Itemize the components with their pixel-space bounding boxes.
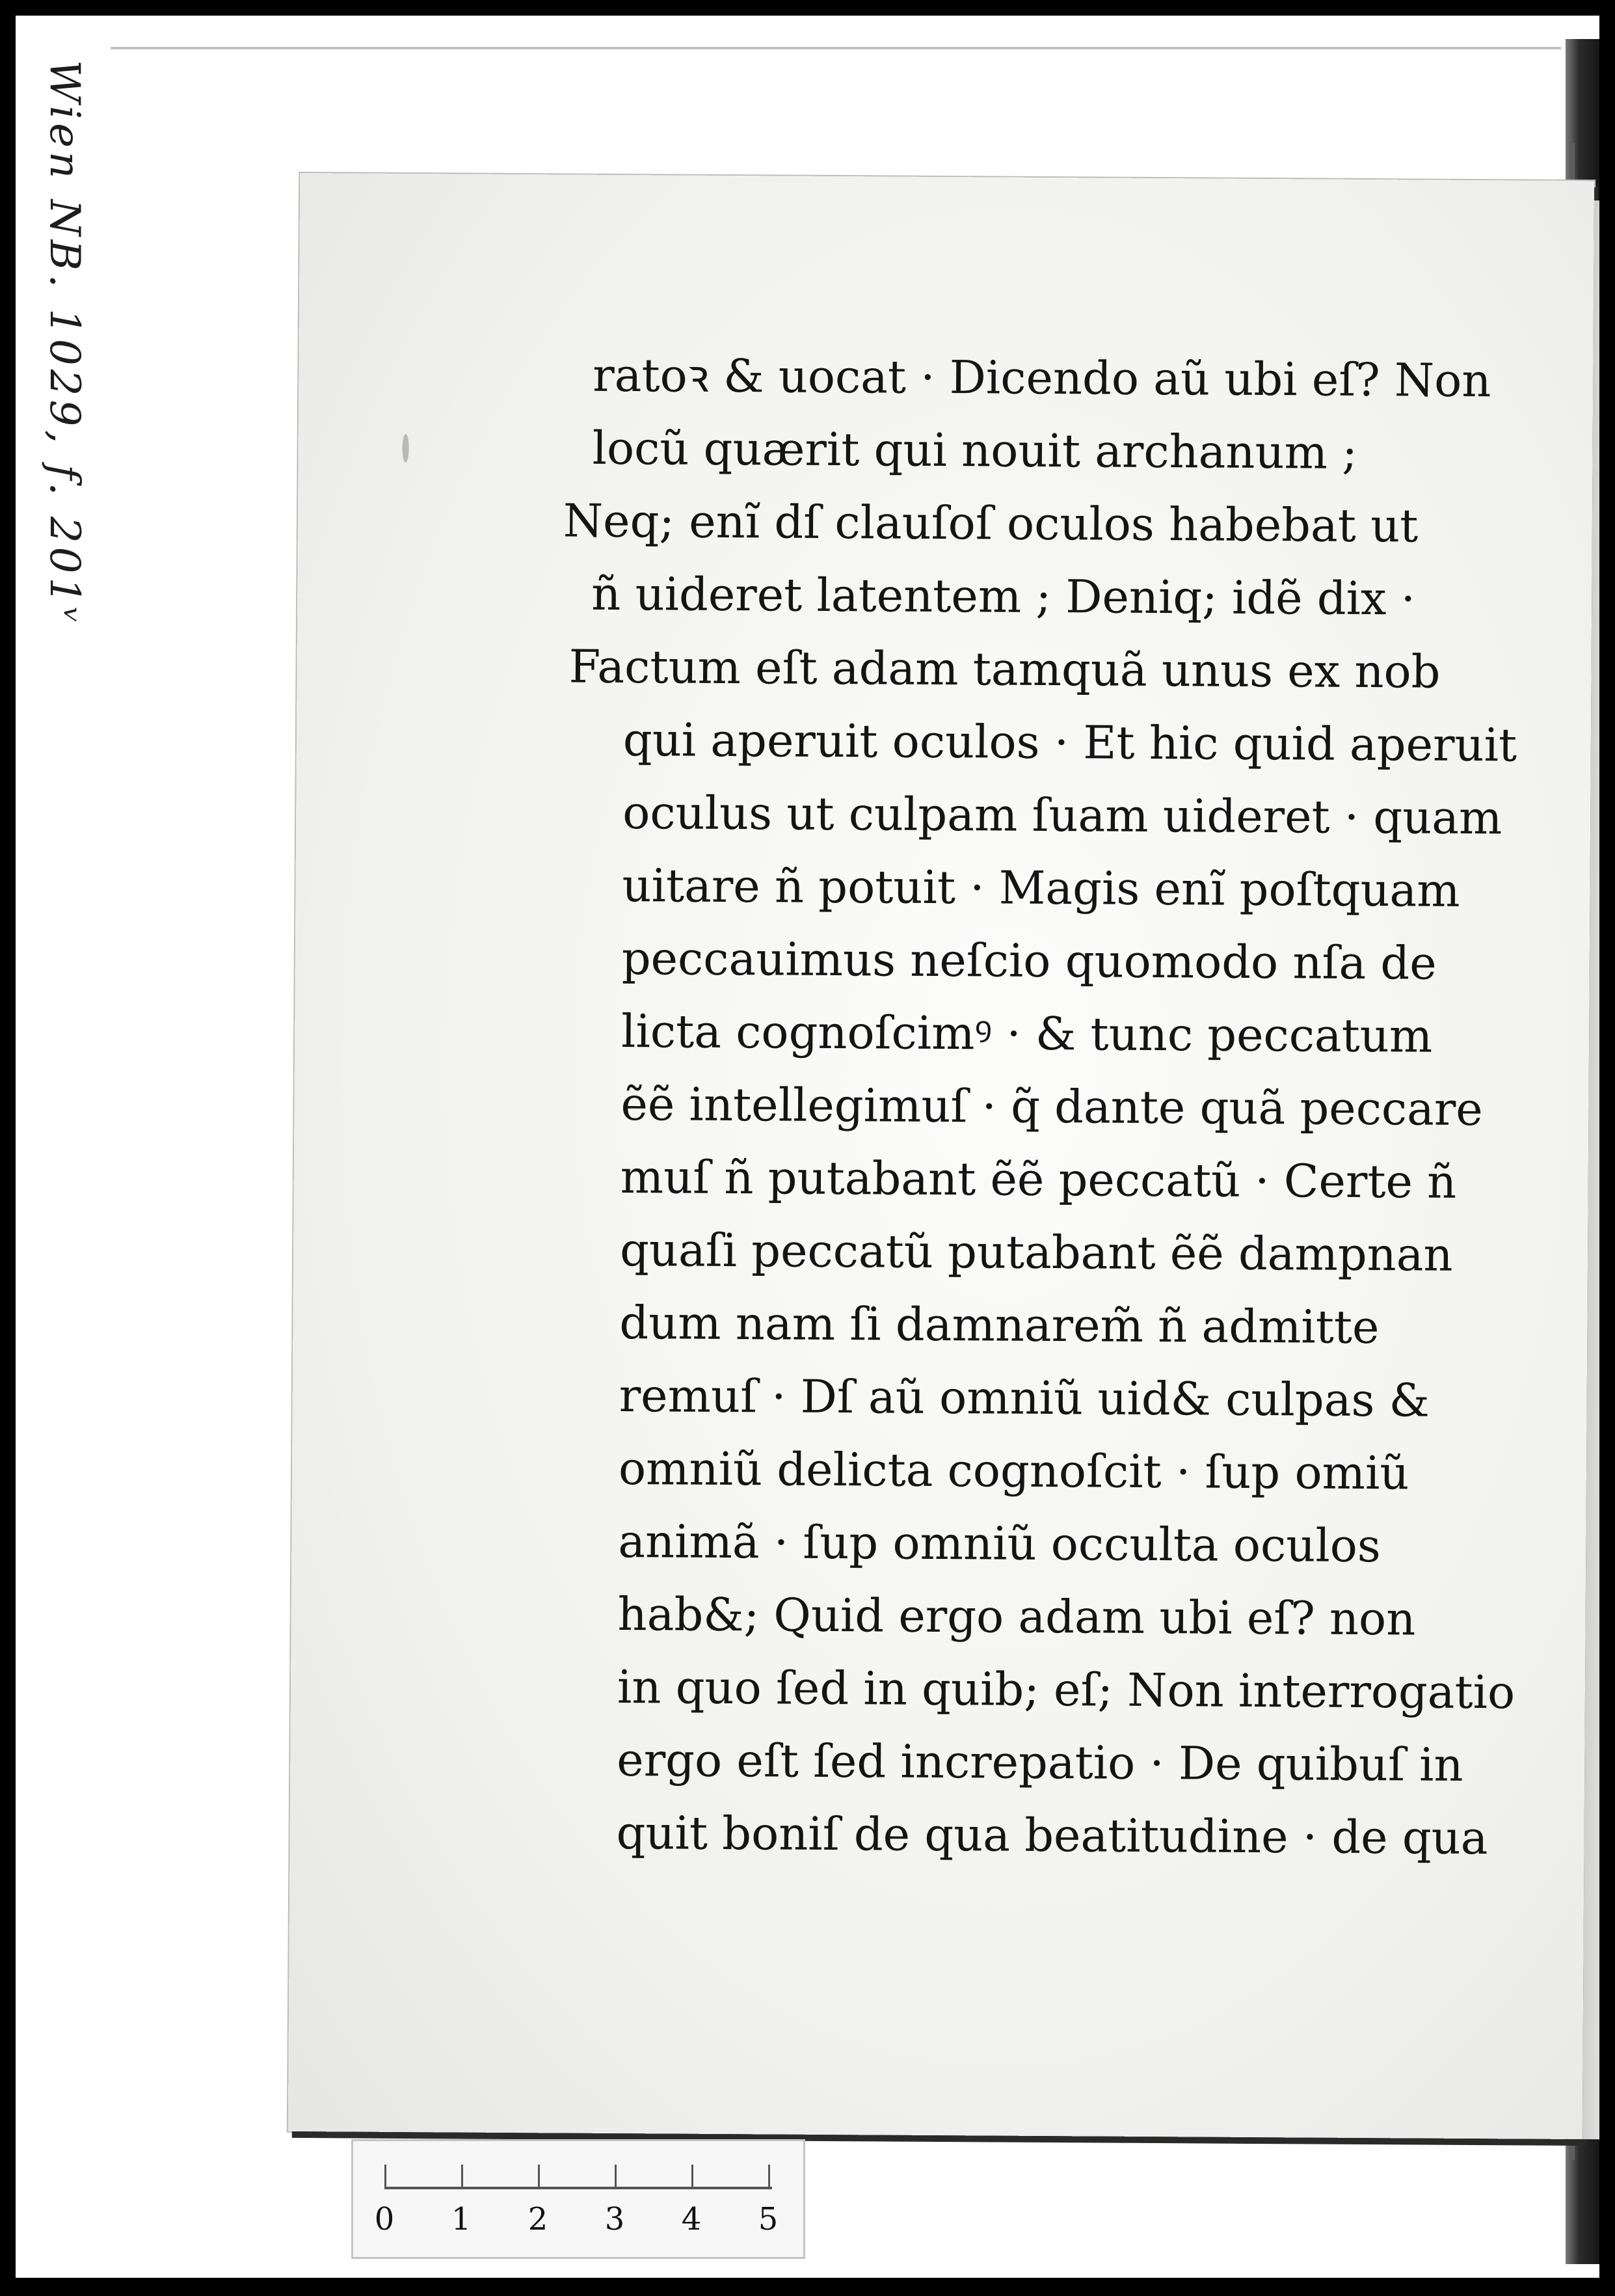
manuscript-line: licta cognoſcimꝰ · & tunc peccatum [621, 1004, 1433, 1063]
scale-tick [768, 2165, 770, 2189]
scale-tick [691, 2165, 693, 2189]
scale-number: 5 [758, 2201, 779, 2237]
scale-number: 4 [681, 2201, 702, 2237]
manuscript-line: quit boniſ de qua beatitudine · de qua [616, 1805, 1488, 1865]
photo-plate-edge [111, 47, 1561, 49]
archive-shelfmark-note: Wien NB. 1029, f. 201ᵛ [40, 60, 88, 627]
scale-tick [384, 2165, 386, 2189]
scale-number: 0 [374, 2201, 395, 2237]
manuscript-line: oculus ut culpam ſuam uideret · quam [622, 785, 1502, 845]
manuscript-line: ergo eſt ſed increpatio · De quibuſ in [617, 1733, 1463, 1792]
manuscript-line: omniũ delicta cognoſcit · ſup omiũ [618, 1441, 1409, 1500]
scale-tick [461, 2165, 463, 2189]
scale-bar [384, 2165, 772, 2189]
scale-tick [538, 2165, 540, 2189]
manuscript-line: ẽẽ intellegimuſ · q̃ dante quã peccare [621, 1077, 1484, 1137]
manuscript-line: quaſi peccatũ putabant ẽẽ dampnan [619, 1222, 1453, 1282]
scale-number: 3 [604, 2201, 625, 2237]
manuscript-text-block [563, 339, 1523, 1875]
manuscript-line: Neq; enĩ dſ clauſoſ oculos habebat ut [563, 494, 1419, 553]
manuscript-line: Factum eſt adam tamquã unus ex nob [568, 640, 1441, 699]
manuscript-line: peccauimus neſcio quomodo nſa de [621, 931, 1437, 990]
manuscript-line: ñ uideret latentem ; Deniq; idẽ dix · [591, 567, 1416, 626]
manuscript-line: muſ ñ putabant ẽẽ peccatũ · Certe ñ [620, 1150, 1457, 1209]
manuscript-line: dum nam ſi damnarem̃ ñ admitte [619, 1295, 1380, 1355]
manuscript-line: uitare ñ potuit · Magis enĩ poſtquam [622, 858, 1460, 917]
scale-number: 1 [451, 2201, 472, 2237]
measurement-scale [351, 2139, 805, 2259]
manuscript-line: hab&; Quid ergo adam ubi eſ? non [617, 1587, 1416, 1646]
scale-tick [615, 2165, 617, 2189]
manuscript-line: ratoꝛ & uocat · Dicendo aũ ubi eſ? Non [593, 348, 1491, 408]
manuscript-line: animã · ſup omniũ occulta oculos [618, 1514, 1381, 1573]
page-stain [402, 434, 408, 463]
manuscript-leaf [288, 173, 1594, 2139]
scale-number: 2 [527, 2201, 548, 2237]
manuscript-line: in quo ſed in quib; eſ; Non interrogatio [617, 1660, 1515, 1720]
manuscript-line: remuſ · Dſ aũ omniũ uid& culpas & [619, 1368, 1430, 1427]
manuscript-line: qui aperuit oculos · Et hic quid aperuit [622, 713, 1517, 772]
manuscript-line: locũ quærit qui nouit archanum ; [592, 421, 1358, 479]
